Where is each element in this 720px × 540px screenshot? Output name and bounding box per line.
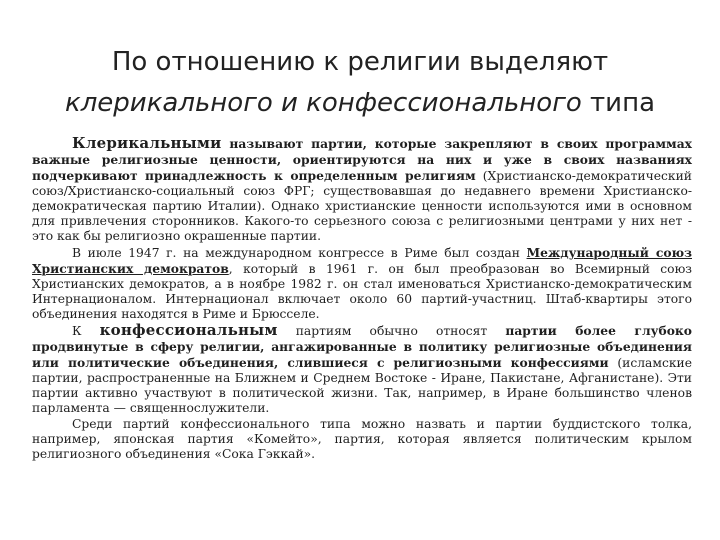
- paragraph-confessional: [32, 323, 692, 416]
- keyword-confessional: конфессиональным: [99, 321, 278, 339]
- clerical-definition: называют партии, которые закрепляют в своих программах важные религиозные ценности, ориентируются на них и уже в своих названиях подчеркивают принадлежность к определенным религиям: [32, 136, 692, 183]
- confessional-definition: партии более глубоко продвинутые в сферу религии, ангажированные в политику религиозные объединения или политические объединения, слившиеся с религиозными конфессиями: [32, 323, 692, 370]
- paragraph-buddhist: [32, 417, 692, 462]
- title-line-2: [10, 83, 710, 124]
- keyword-clerical: Клерикальными: [72, 134, 222, 152]
- buddhist-text: Среди партий конфессионального типа можно назвать и партии буддистского толка, например, японская партия «Комейто», партия, которая является политическим крылом религиозного объединения «Сока Гэккай».: [32, 417, 692, 461]
- slide-title: [10, 42, 710, 124]
- union-intro: В июле 1947 г. на международном конгрессе в Риме был создан: [72, 246, 527, 260]
- title-italic-part: клерикального и конфессионального: [64, 88, 582, 118]
- confessional-intro: партиям обычно относят: [277, 324, 506, 338]
- clerical-details: (Христианско-демократический союз/Христианско-социальный союз ФРГ; существовавшая до недавнего времени Христианско-демократическая партию Италии). Однако христианские ценности используются ими в основном для привлечения сторонников. Какого-то серьезного союза с религиозными центрами у них нет - это как бы религиозно окрашенные партии.: [32, 169, 692, 243]
- confessional-details: (исламские партии, распространенные на Ближнем и Среднем Востоке - Иране, Пакистане, Афганистане). Эти партии активно участвуют в политической жизни. Так, например, в Иране большинство членов парламента — священнослужители.: [32, 356, 693, 415]
- slide-body: [32, 136, 692, 462]
- title-line-1: По отношению к религии выделяют: [111, 47, 609, 77]
- union-details: , который в 1961 г. он был преобразован во Всемирный союз Христианских демократов, а в ноябре 1982 г. он стал именоваться Христианско-демократическим Интернационалом. Интернационал включает около 60 партий-участниц. Штаб-квартиры этого объединения находятся в Риме и Брюсселе.: [32, 262, 692, 321]
- union-name: Международный союз Христианских демократов: [32, 245, 692, 276]
- paragraph-union: [32, 245, 692, 322]
- paragraph-clerical: [32, 136, 692, 244]
- confessional-prefix: К: [72, 324, 100, 338]
- title-rest-part: типа: [581, 88, 656, 118]
